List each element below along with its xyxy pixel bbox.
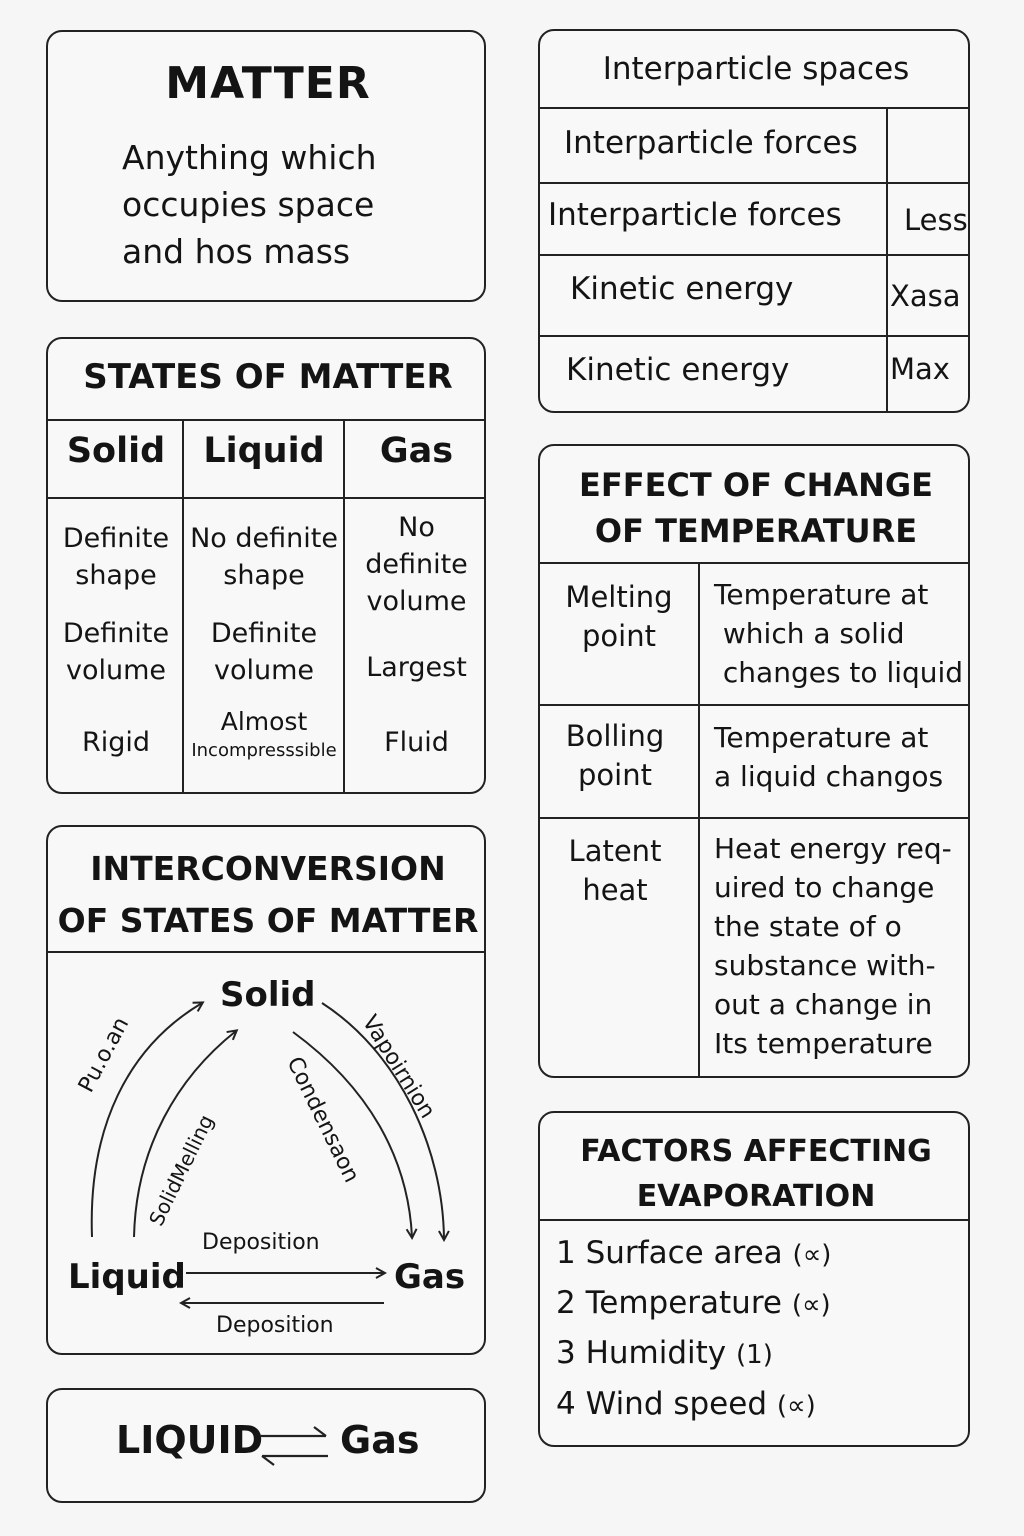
evaporation-item — [556, 1285, 831, 1321]
latent-heat-desc: Heat energy req- uired to change the state of o substance with- out a change in Its temperature — [714, 832, 952, 1060]
item-symbol: (∝) — [791, 1290, 831, 1320]
liquid-volume: Definite volume — [210, 618, 318, 686]
temp-divider-2 — [540, 704, 970, 706]
item-text: Surface area — [585, 1235, 783, 1271]
vaporization-label: Vapoirnion — [356, 1011, 440, 1124]
forward-arrow-label: Deposition — [202, 1230, 320, 1255]
ip-divider-3 — [540, 254, 970, 256]
ip-col-divider — [886, 107, 888, 413]
states-title-divider — [48, 419, 486, 421]
states-title: STATES OF MATTER — [83, 357, 453, 397]
melting-point-desc: Temperature at which a solid changes to liquid — [714, 578, 964, 689]
evaporation-item — [556, 1235, 831, 1271]
gas-volume: Largest — [366, 652, 467, 683]
ip-row-1-label: Interparticle spaces — [602, 51, 910, 87]
column-header-liquid: Liquid — [203, 431, 325, 471]
solid-volume: Definite volume — [62, 618, 170, 686]
temp-divider-3 — [540, 817, 970, 819]
item-symbol: (∝) — [776, 1391, 816, 1421]
evaporation-card — [538, 1111, 970, 1447]
item-text: Humidity — [585, 1335, 727, 1371]
gas-shape: No definite volume — [365, 512, 468, 617]
evaporation-item — [556, 1335, 773, 1371]
liquid-gas-left: LIQUID — [116, 1418, 264, 1462]
solidification-label: SolidMelling — [144, 1110, 219, 1230]
matter-card — [46, 30, 486, 302]
states-header-divider — [48, 497, 486, 499]
ip-row-5-label: Kinetic energy — [566, 352, 790, 388]
evaporation-title: FACTORS AFFECTING EVAPORATION — [580, 1134, 932, 1214]
item-number: 3 — [556, 1335, 576, 1371]
reversible-arrow-icon — [256, 1422, 332, 1470]
backward-arrow-label: Deposition — [216, 1313, 334, 1338]
gas-nature: Fluid — [384, 727, 449, 758]
item-symbol: (∝) — [792, 1240, 832, 1270]
ip-row-2-label: Interparticle forces — [564, 125, 858, 161]
evaporation-item — [556, 1386, 816, 1422]
column-header-gas: Gas — [379, 431, 454, 471]
diagram-liquid: Liquid — [68, 1257, 186, 1297]
solid-shape: Definite shape — [62, 523, 170, 591]
temp-col-divider — [698, 562, 700, 1078]
fusion-label: Pu.o.an — [74, 1013, 135, 1097]
condensation-label: Condensaon — [281, 1053, 364, 1187]
item-number: 1 — [556, 1235, 576, 1271]
item-number: 4 — [556, 1386, 576, 1422]
boiling-point-desc: Temperature at a liquid changos — [714, 721, 944, 793]
diagram-solid: Solid — [220, 975, 316, 1015]
ip-row-4-value: Xasa — [890, 279, 961, 313]
ip-row-3-value: Less — [904, 203, 968, 237]
melting-point-term: Melting point — [565, 580, 673, 653]
ip-divider-2 — [540, 182, 970, 184]
liquid-nature-line1: Almost — [220, 707, 308, 736]
boiling-point-term: Bolling point — [565, 719, 665, 792]
liquid-gas-card — [46, 1388, 486, 1503]
ip-divider-1 — [540, 107, 970, 109]
liquid-nature-line2: Incompresssible — [191, 740, 337, 761]
temperature-card — [538, 444, 970, 1078]
liquid-shape: No definite shape — [190, 523, 338, 591]
item-number: 2 — [556, 1285, 576, 1321]
interparticle-card — [538, 29, 970, 413]
interconversion-card — [46, 825, 486, 1355]
ip-row-4-label: Kinetic energy — [570, 271, 794, 307]
ip-divider-4 — [540, 335, 970, 337]
evaporation-divider — [540, 1219, 970, 1221]
solid-nature: Rigid — [81, 727, 151, 758]
matter-definition: Anything which occupies space and hos mass — [122, 138, 377, 271]
ip-row-3-label: Interparticle forces — [548, 197, 842, 233]
liquid-gas-right: Gas — [340, 1418, 420, 1462]
item-text: Temperature — [585, 1285, 782, 1321]
states-of-matter-card — [46, 337, 486, 794]
item-text: Wind speed — [585, 1386, 768, 1422]
ip-row-5-value: Max — [890, 352, 950, 386]
matter-title: MATTER — [165, 58, 371, 109]
item-symbol: (1) — [736, 1340, 773, 1370]
latent-heat-term: Latent heat — [568, 834, 662, 907]
temp-divider-1 — [540, 562, 970, 564]
column-header-solid: Solid — [66, 431, 166, 471]
temperature-title: EFFECT OF CHANGE OF TEMPERATURE — [578, 466, 934, 550]
diagram-gas: Gas — [394, 1257, 466, 1297]
interconversion-title: INTERCONVERSION OF STATES OF MATTER — [57, 849, 479, 940]
